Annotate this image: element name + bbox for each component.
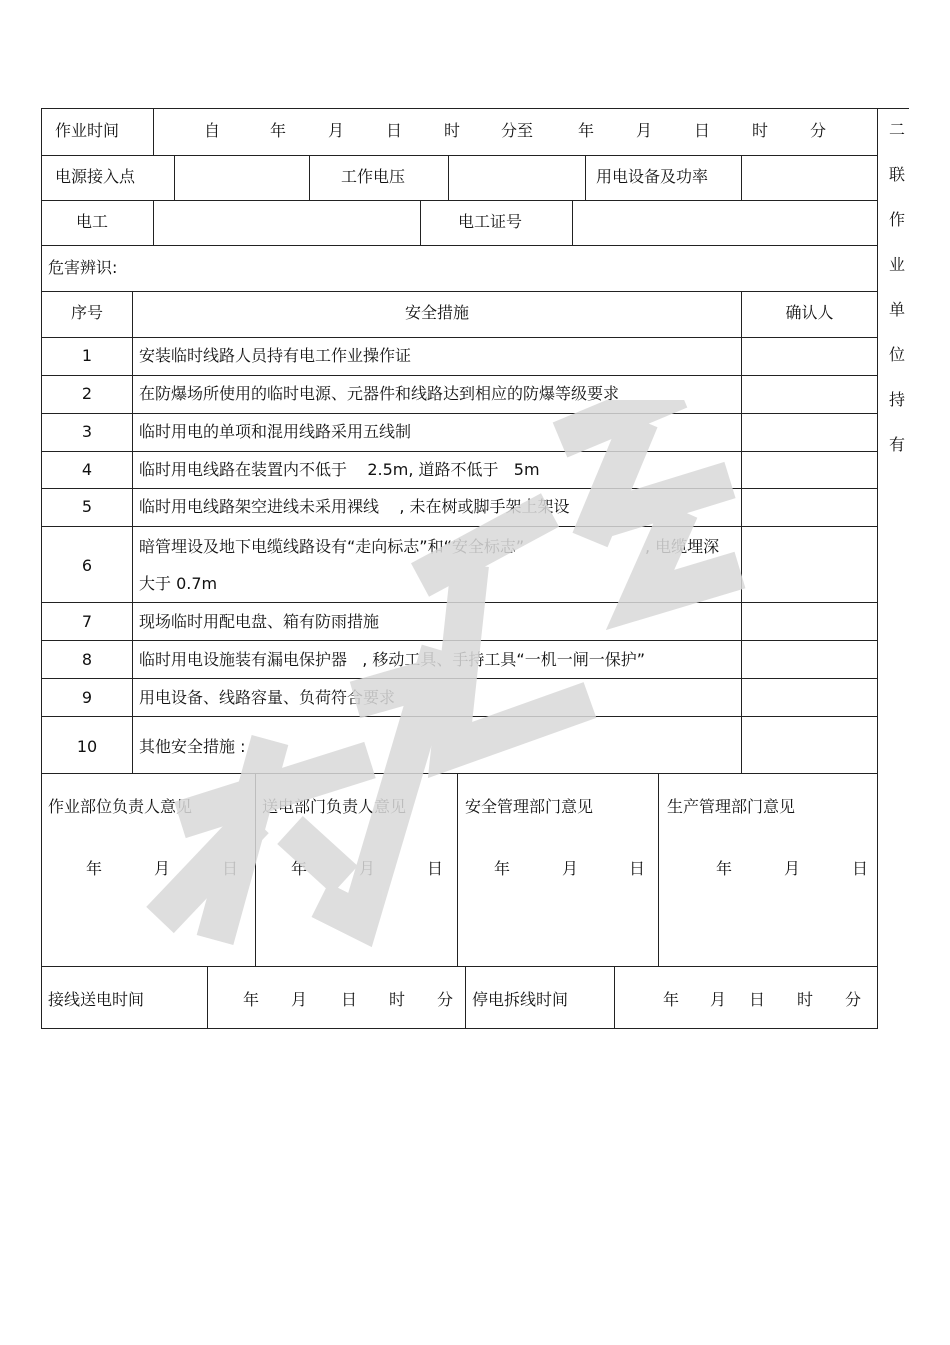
measure-no: 4 [81,460,93,479]
end-month-label: 月 [636,121,653,140]
side-note-char: 二 [888,120,905,139]
end-hour-label: 时 [752,121,769,140]
rule [741,291,742,773]
opinion-month: 月 [154,859,171,878]
watermark-stroke [560,400,680,440]
side-note [885,118,909,478]
rule [41,108,877,109]
rule [207,966,208,1028]
connect-hour: 时 [389,990,406,1009]
watermark-stroke [600,480,730,520]
rule [41,375,877,376]
measure-text: 用电设备、线路容量、负荷符合要求 [139,688,396,707]
rule [41,245,877,246]
disconnect-day: 日 [749,990,766,1009]
rule [153,108,154,155]
rule [585,155,586,200]
rule [457,773,458,966]
measure-no: 3 [81,422,93,441]
rule [309,155,310,200]
connect-minute: 分 [437,990,454,1009]
equipment-power-label: 用电设备及功率 [596,167,709,186]
rule [41,678,877,679]
rule [41,966,877,967]
start-year-label: 年 [270,121,287,140]
hazard-identification-label: 危害辨识: [48,258,118,277]
measure-no: 1 [81,346,93,365]
rule [41,602,877,603]
end-year-label: 年 [578,121,595,140]
rule [448,155,449,200]
measure-text: 暗管埋设及地下电缆线路设有“走向标志”和“安全标志” [139,537,525,556]
end-minute-label: 分 [810,121,827,140]
measure-text: 临时用电的单项和混用线路采用五线制 [139,422,412,441]
side-note-char: 单 [888,300,905,319]
electrician-cert-label: 电工证号 [458,212,523,231]
end-day-label: 日 [694,121,711,140]
start-day-label: 日 [386,121,403,140]
measure-no: 9 [81,688,93,707]
rule [877,108,909,109]
col-header-no: 序号 [70,303,103,322]
rule [41,488,877,489]
start-month-label: 月 [328,121,345,140]
opinion-day: 日 [629,859,646,878]
electrician-label: 电工 [76,212,109,231]
measure-no: 10 [76,737,98,756]
measure-text: 其他安全措施 : [139,737,246,756]
disconnect-hour: 时 [797,990,814,1009]
side-note-char: 作 [888,210,905,229]
opinion-year: 年 [716,859,733,878]
measure-text: 临时用电线路在装置内不低于 2.5m, 道路不低于 5m [139,460,540,479]
measure-text-cont: , 电缆埋深 [645,537,720,556]
side-note-char: 业 [888,255,905,274]
rule [41,773,877,774]
rule [658,773,659,966]
watermark-stroke [160,820,255,920]
side-note-char: 有 [888,435,905,454]
measure-no: 2 [81,384,93,403]
rule [153,200,154,245]
connect-month: 月 [291,990,308,1009]
rule [420,200,421,245]
disconnect-month: 月 [710,990,727,1009]
rule [741,155,742,200]
voltage-label: 工作电压 [341,167,406,186]
opinion-day: 日 [427,859,444,878]
rule [41,716,877,717]
opinion-day: 日 [222,859,239,878]
rule [41,526,877,527]
opinion-month: 月 [359,859,376,878]
measure-text: 现场临时用配电盘、箱有防雨措施 [139,612,380,631]
rule [41,451,877,452]
rule [572,200,573,245]
measure-text: 临时用电线路架空进线未采用裸线 , 未在树或脚手架上架设 [139,497,570,516]
from-label: 自 [204,121,221,140]
measure-text: 安装临时线路人员持有电工作业操作证 [139,346,412,365]
col-header-confirm: 确认人 [785,303,834,322]
opinion-year: 年 [494,859,511,878]
work-time-label: 作业时间 [55,121,120,140]
rule [41,1028,877,1029]
opinion-title: 作业部位负责人意见 [48,797,193,816]
measure-no: 5 [81,497,93,516]
side-note-char: 位 [888,345,905,364]
measure-no: 7 [81,612,93,631]
opinion-month: 月 [784,859,801,878]
rule [41,291,877,292]
rule [41,413,877,414]
opinion-year: 年 [86,859,103,878]
rule [41,200,877,201]
disconnect-time-label: 停电拆线时间 [472,990,569,1009]
watermark-stroke [215,740,270,940]
power-point-label: 电源接入点 [55,167,136,186]
disconnect-year: 年 [663,990,680,1009]
rule [255,773,256,966]
opinion-title: 安全管理部门意见 [465,797,594,816]
watermark-stroke [590,420,640,540]
side-note-char: 联 [888,165,905,184]
connect-day: 日 [341,990,358,1009]
connect-year: 年 [243,990,260,1009]
connect-time-label: 接线送电时间 [48,990,145,1009]
start-minute-to-label: 分至 [501,121,534,140]
measure-no: 6 [81,556,93,575]
rule [41,640,877,641]
rule [132,291,133,773]
opinion-title: 送电部门负责人意见 [262,797,407,816]
opinion-title: 生产管理部门意见 [667,797,796,816]
rule [465,966,466,1028]
rule [614,966,615,1028]
rule [174,155,175,200]
disconnect-minute: 分 [845,990,862,1009]
rule [41,337,877,338]
rule [41,155,877,156]
measure-text: 临时用电设施装有漏电保护器 , 移动工具、手持工具“一机一闸一保护” [139,650,646,669]
measure-no: 8 [81,650,93,669]
measure-text: 在防爆场所使用的临时电源、元器件和线路达到相应的防爆等级要求 [139,384,620,403]
side-note-char: 持 [888,390,905,409]
opinion-day: 日 [852,859,869,878]
opinion-year: 年 [291,859,308,878]
rule [877,108,878,1029]
measure-text-line2: 大于 0.7m [139,574,218,593]
col-header-measures: 安全措施 [404,303,469,322]
start-hour-label: 时 [444,121,461,140]
opinion-month: 月 [562,859,579,878]
